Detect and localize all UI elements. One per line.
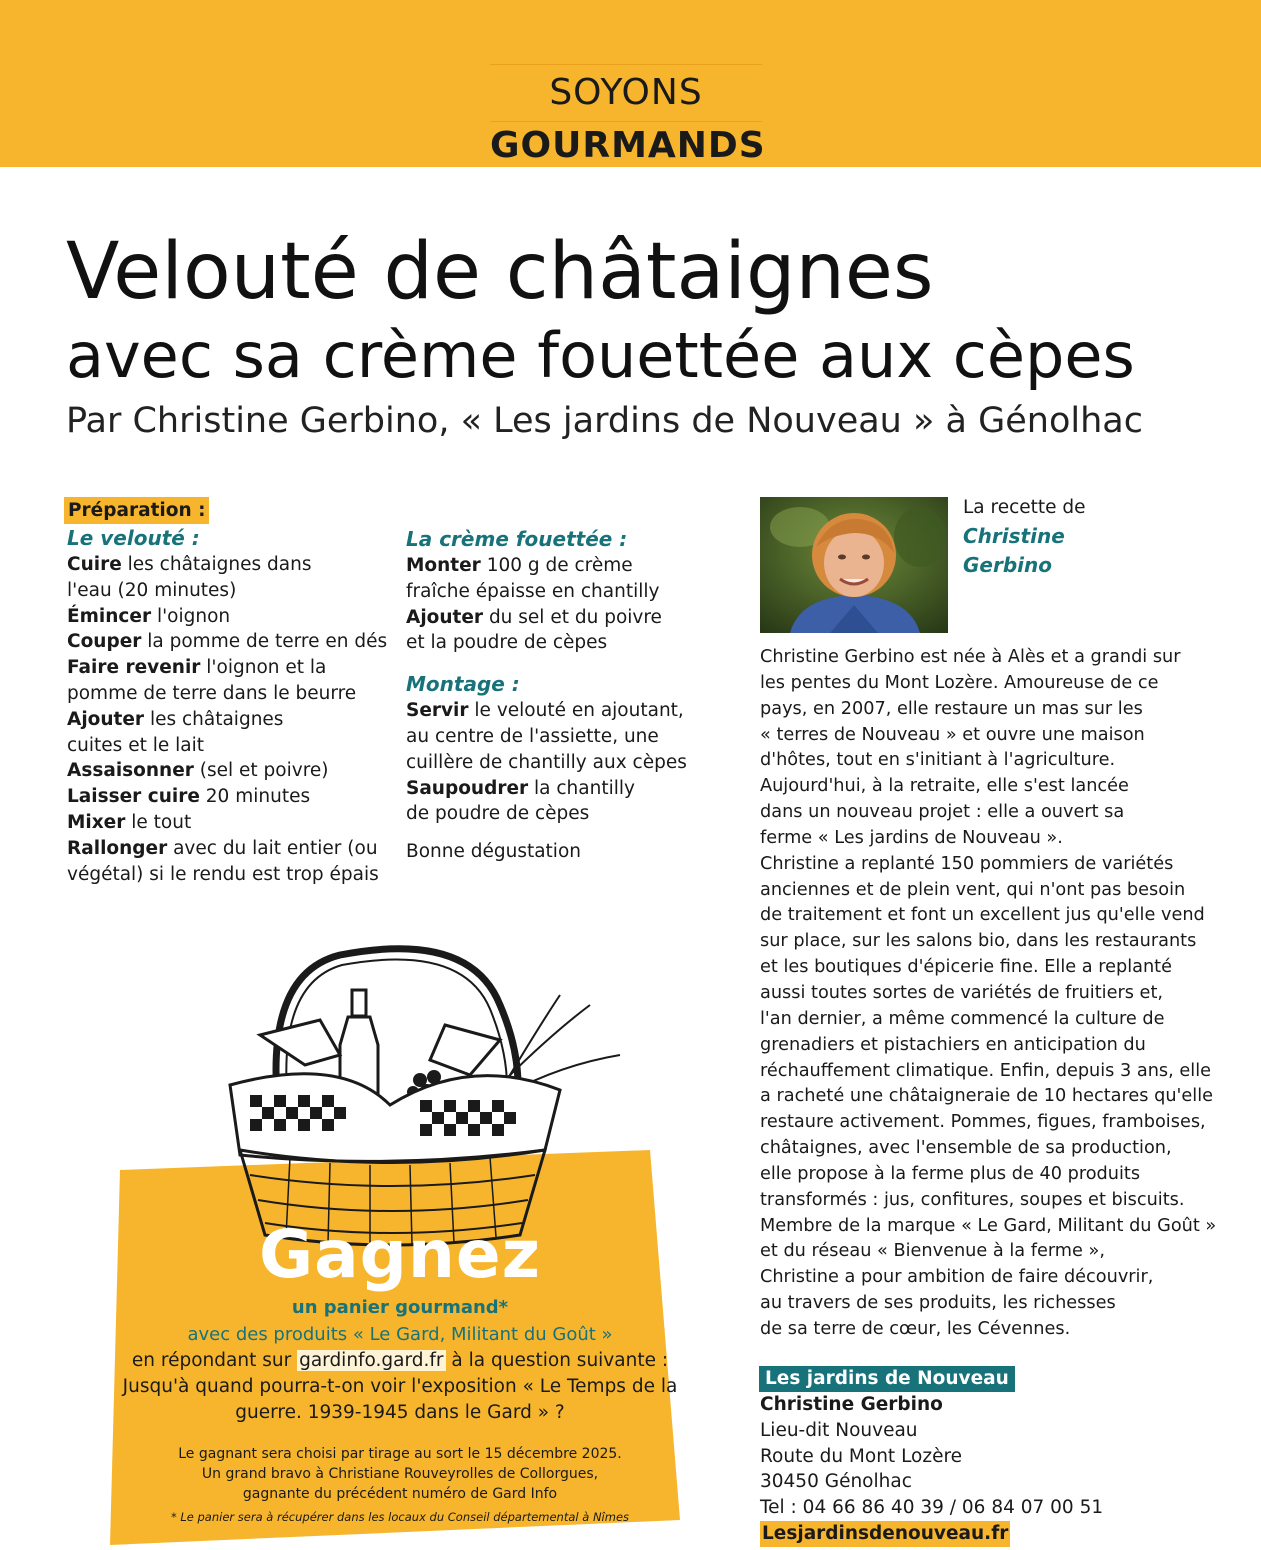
recipe-step xyxy=(406,630,726,656)
contest-question-line1: Jusqu'à quand pourra-t-on voir l'exposition « Le Temps de la xyxy=(122,1376,678,1397)
step-verb: Assaisonner xyxy=(67,760,194,782)
bio-line: a racheté une châtaigneraie de 10 hectares qu'elle xyxy=(760,1086,1214,1107)
recipe-author-caption xyxy=(963,494,1086,580)
bio-line: Christine a replanté 150 pommiers de variétés xyxy=(760,853,1174,874)
bio-line: châtaignes, avec l'ensemble de sa production, xyxy=(760,1138,1172,1159)
recipe-step xyxy=(67,733,387,759)
bio-line: Christine Gerbino est née à Alès et a grandi sur xyxy=(760,647,1181,667)
recipe-step xyxy=(67,552,387,578)
step-text: 20 minutes xyxy=(199,786,311,808)
author-bio xyxy=(760,645,1217,1343)
recipe-step xyxy=(67,578,387,604)
recipe-step xyxy=(67,655,387,681)
step-text: l'oignon xyxy=(151,605,231,627)
step-verb: Saupoudrer xyxy=(406,777,529,799)
contact-website-link[interactable]: Lesjardinsdenouveau.fr xyxy=(760,1521,1010,1547)
bio-line: « terres de Nouveau » et ouvre une maison xyxy=(760,724,1145,745)
bio-line: transformés : jus, confitures, soupes et biscuits. xyxy=(760,1189,1185,1210)
recipe-step xyxy=(67,810,387,836)
answer-suffix: à la question suivante : xyxy=(445,1350,669,1371)
creme-steps xyxy=(406,553,726,656)
recette-de-label: La recette de xyxy=(963,497,1086,518)
closing-text: Bonne dégustation xyxy=(406,841,581,863)
step-text: du sel et du poivre xyxy=(483,606,662,628)
bio-line: et du réseau « Bienvenue à la ferme », xyxy=(760,1241,1105,1262)
step-verb: Ajouter xyxy=(67,708,145,730)
bio-line: ferme « Les jardins de Nouveau ». xyxy=(760,827,1063,848)
contest-footnote: * Le panier sera à récupérer dans les locaux du Conseil départemental à Nîmes xyxy=(170,1510,630,1524)
bio-line: Membre de la marque « Le Gard, Militant du Goût » xyxy=(760,1215,1217,1236)
bio-line: sur place, sur les salons bio, dans les restaurants xyxy=(760,931,1197,952)
contest-text xyxy=(120,1216,680,1524)
author-name-line1: Christine xyxy=(963,524,1065,548)
recipe-creme-montage xyxy=(406,525,726,865)
bio-line: d'hôtes, tout en s'initiant à l'agriculture. xyxy=(760,750,1116,771)
recipe-veloute xyxy=(67,497,387,887)
article-subtitle: avec sa crème fouettée aux cèpes xyxy=(66,319,1135,392)
bio-line: l'an dernier, a même commencé la culture de xyxy=(760,1008,1165,1029)
bio-line: aussi toutes sortes de variétés de fruitiers et, xyxy=(760,982,1163,1003)
contact-city: 30450 Génolhac xyxy=(760,1471,912,1493)
preparation-label: Préparation : xyxy=(64,497,209,524)
bio-line: de sa terre de cœur, les Cévennes. xyxy=(760,1318,1071,1339)
step-verb: Couper xyxy=(67,631,142,653)
recipe-step xyxy=(406,776,726,802)
bio-line: pays, en 2007, elle restaure un mas sur les xyxy=(760,698,1143,719)
step-text: et la poudre de cèpes xyxy=(406,632,608,654)
step-text: l'oignon et la xyxy=(200,657,327,679)
recipe-step xyxy=(406,605,726,631)
montage-title: Montage : xyxy=(406,672,520,697)
step-verb: Mixer xyxy=(67,811,126,833)
answer-prefix: en répondant sur xyxy=(131,1350,298,1371)
recipe-step xyxy=(67,758,387,784)
recipe-step xyxy=(67,681,387,707)
step-verb: Laisser cuire xyxy=(67,786,200,808)
draw-info-line3: gagnante du précédent numéro de Gard Info xyxy=(242,1486,558,1502)
recipe-step xyxy=(67,862,387,888)
bio-line: dans un nouveau projet : elle a ouvert sa xyxy=(760,802,1125,823)
recipe-step xyxy=(67,707,387,733)
recipe-step xyxy=(406,579,726,605)
contact-name: Christine Gerbino xyxy=(760,1394,943,1415)
step-text: le velouté en ajoutant, xyxy=(468,700,684,722)
contest-products: avec des produits « Le Gard, Militant du Goût » xyxy=(187,1324,613,1345)
portrait-photo xyxy=(760,497,948,633)
kicker-top: SOYONS xyxy=(490,64,762,121)
creme-title: La crème fouettée : xyxy=(406,527,628,551)
step-text: fraîche épaisse en chantilly xyxy=(406,580,660,602)
bio-line: au travers de ses produits, les richesses xyxy=(760,1293,1116,1314)
step-verb: Faire revenir xyxy=(67,657,201,679)
article-title: Velouté de châtaignes xyxy=(66,227,934,317)
recipe-step xyxy=(67,629,387,655)
step-text: la pomme de terre en dés xyxy=(141,631,388,653)
veloute-title: Le velouté : xyxy=(67,526,200,550)
step-verb: Émincer xyxy=(67,605,152,627)
veloute-steps xyxy=(67,552,387,887)
step-verb: Ajouter xyxy=(406,606,484,628)
draw-info-line1: Le gagnant sera choisi par tirage au sort le 15 décembre 2025. xyxy=(178,1446,622,1462)
step-verb: Servir xyxy=(406,700,469,722)
bio-line: Christine a pour ambition de faire découvrir, xyxy=(760,1267,1154,1288)
article-byline: Par Christine Gerbino, « Les jardins de Nouveau » à Génolhac xyxy=(66,401,1143,441)
contest-headline: Gagnez xyxy=(258,1216,542,1293)
step-text: la chantilly xyxy=(528,777,635,799)
author-name-line2: Gerbino xyxy=(963,553,1052,577)
step-text: avec du lait entier (ou xyxy=(167,837,378,859)
bio-line: et les boutiques d'épicerie fine. Elle a replanté xyxy=(760,957,1172,978)
bio-line: restaure activement. Pommes, figues, framboises, xyxy=(760,1112,1206,1133)
recipe-step xyxy=(67,604,387,630)
step-text: l'eau (20 minutes) xyxy=(67,579,237,601)
step-text: cuillère de chantilly aux cèpes xyxy=(406,751,687,773)
montage-steps xyxy=(406,698,726,827)
bio-line: elle propose à la ferme plus de 40 produits xyxy=(760,1163,1141,1184)
contact-header: Les jardins de Nouveau xyxy=(759,1366,1015,1392)
recipe-step xyxy=(67,836,387,862)
contact-address1: Lieu-dit Nouveau xyxy=(760,1419,918,1441)
recipe-step xyxy=(67,784,387,810)
step-verb: Cuire xyxy=(67,554,122,575)
step-text: les châtaignes dans xyxy=(121,554,312,575)
recipe-step xyxy=(406,750,726,776)
step-text: 100 g de crème xyxy=(480,555,633,576)
step-verb: Rallonger xyxy=(67,837,168,859)
bio-line: de traitement et font un excellent jus qu'elle vend xyxy=(760,905,1205,926)
section-kicker xyxy=(490,64,766,170)
answer-url-link[interactable]: gardinfo.gard.fr xyxy=(299,1350,444,1371)
contact-address2: Route du Mont Lozère xyxy=(760,1445,963,1467)
contact-phone: Tel : 04 66 86 40 39 / 06 84 07 00 51 xyxy=(760,1497,1104,1519)
bio-line: les pentes du Mont Lozère. Amoureuse de ce xyxy=(760,672,1159,693)
bio-line: Aujourd'hui, à la retraite, elle s'est lancée xyxy=(760,776,1129,797)
step-text: végétal) si le rendu est trop épais xyxy=(67,863,379,885)
recipe-step xyxy=(406,553,726,579)
recipe-step xyxy=(406,724,726,750)
contest-answer-line xyxy=(120,1348,680,1374)
contact-block xyxy=(760,1366,1103,1547)
step-text: (sel et poivre) xyxy=(193,760,329,782)
bio-line: grenadiers et pistachiers en anticipation du xyxy=(760,1034,1146,1055)
step-text: pomme de terre dans le beurre xyxy=(67,682,357,704)
contest-prize: un panier gourmand* xyxy=(291,1297,509,1318)
contest-question-line2: guerre. 1939-1945 dans le Gard » ? xyxy=(235,1402,565,1423)
step-text: les châtaignes xyxy=(144,708,284,730)
step-text: de poudre de cèpes xyxy=(406,803,590,825)
recipe-step xyxy=(406,698,726,724)
kicker-bottom: GOURMANDS xyxy=(490,121,762,170)
step-text: cuites et le lait xyxy=(67,734,204,756)
recipe-step xyxy=(406,801,726,827)
step-text: au centre de l'assiette, une xyxy=(406,725,659,747)
bio-line: anciennes et de plein vent, qui n'ont pas besoin xyxy=(760,879,1186,900)
step-verb: Monter xyxy=(406,555,481,576)
bio-line: réchauffement climatique. Enfin, depuis 3 ans, elle xyxy=(760,1060,1211,1081)
step-text: le tout xyxy=(125,811,192,833)
draw-info-line2: Un grand bravo à Christiane Rouveyrolles de Collorgues, xyxy=(201,1466,599,1482)
